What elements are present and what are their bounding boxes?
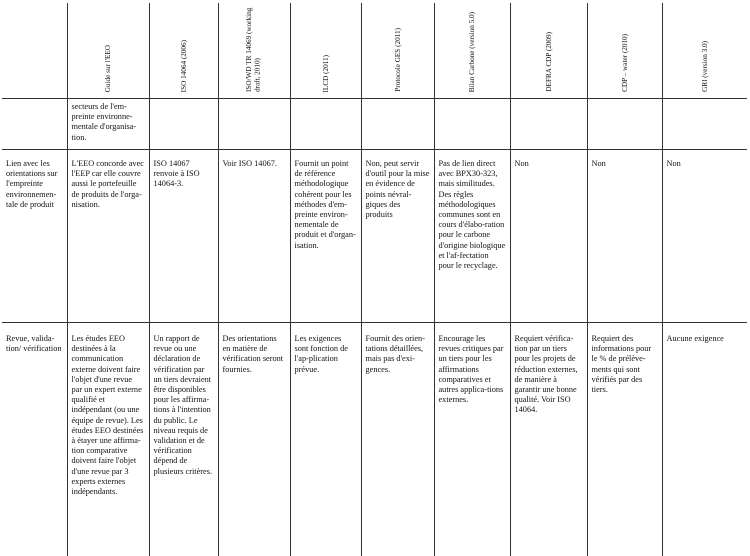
table-cell	[510, 99, 587, 150]
table-cell	[662, 99, 747, 150]
table-cell: Voir ISO 14067.	[218, 150, 290, 323]
table-cell	[587, 99, 662, 150]
row-label	[2, 99, 67, 150]
header-label: Bilan Carbone (version 5.0)	[468, 12, 476, 92]
table-cell: Un rapport de revue ou une déclaration de vérification par un tiers devraient être disponibles pour les affirma-tions à l'intention du public. Le niveau requis de validation et de vérification dépend de plusieurs critères.	[149, 323, 218, 556]
table-cell: Fournit des orien-tations détaillées, mais pas d'exi-gences.	[361, 323, 434, 556]
header-label: ILCD (2011)	[321, 55, 329, 92]
header-cell	[510, 3, 587, 99]
header-label: ISO/WD TR 14069 (working draft, 2010)	[245, 6, 263, 92]
table-cell	[149, 99, 218, 150]
header-label: DEFRA CDP (2009)	[544, 32, 552, 92]
table-cell: Des orientations en matière de vérification seront fournies.	[218, 323, 290, 556]
table-cell: Non	[587, 150, 662, 323]
header-cell	[290, 3, 361, 99]
table-cell: Non, peut servir d'outil pour la mise en évidence de points névral-giques des produits	[361, 150, 434, 323]
table-row	[2, 99, 747, 150]
header-cell	[662, 3, 747, 99]
header-cell	[67, 3, 149, 99]
header-cell	[587, 3, 662, 99]
table-cell: Aucune exigence	[662, 323, 747, 556]
table-cell: Requiert des informations pour le % de prélève-ments qui sont vérifiés par des tiers.	[587, 323, 662, 556]
table-cell: ISO 14067 renvoie à ISO 14064-3.	[149, 150, 218, 323]
table-cell: Non	[510, 150, 587, 323]
header-row	[2, 3, 747, 99]
table-cell: Requiert vérifica-tion par un tiers pour les projets de réduction externes, de manière à garantir une bonne qualité. Voir ISO 14064.	[510, 323, 587, 556]
table-cell	[290, 99, 361, 150]
table-cell	[218, 99, 290, 150]
header-label: Protocole GES (2011)	[393, 28, 401, 92]
header-cell	[2, 3, 67, 99]
table-cell: Pas de lien direct avec BPX30-323, mais similitudes. Des règles méthodologiques communes sont en cours d'élabo-ration pour le carbone d'origine biologique et l'af-fectation pour le recyclage.	[434, 150, 510, 323]
table-cell: Encourage les revues critiques par un tiers pour les affirmations comparatives et autres applica-tions externes.	[434, 323, 510, 556]
table-row	[2, 150, 747, 323]
table-cell: Non	[662, 150, 747, 323]
row-label: Revue, valida-tion/ vérification	[2, 323, 67, 556]
table-cell: L'EEO concorde avec l'EEP car elle couvre aussi le portefeuille de produits de l'orga-nisation.	[67, 150, 149, 323]
table-cell	[361, 99, 434, 150]
row-label: Lien avec les orientations sur l'empreinte environnemen-tale de produit	[2, 150, 67, 323]
header-cell	[434, 3, 510, 99]
table-cell: Les exigences sont fonction de l'ap-plication prévue.	[290, 323, 361, 556]
header-cell	[149, 3, 218, 99]
header-label: GRI (version 3.0)	[701, 41, 709, 92]
header-label: ISO 14064 (2006)	[179, 40, 187, 92]
table-cell: secteurs de l'em-preinte environne-mentale d'organisa-tion.	[67, 99, 149, 150]
table-row	[2, 323, 747, 556]
header-label: CDP – water (2010)	[620, 34, 628, 92]
header-cell	[218, 3, 290, 99]
comparison-table	[2, 3, 747, 556]
table-cell	[434, 99, 510, 150]
table-cell: Les études EEO destinées à la communication externe doivent faire l'objet d'une revue par un expert externe qualifié et indépendant (ou une équipe de revue). Les études EEO destinées à étayer une affirma-tion comparative doivent faire l'objet d'une revue par 3 experts externes indépendants.	[67, 323, 149, 556]
table-cell: Fournit un point de référence méthodologique cohérent pour les méthodes d'em-preinte environ-nementale de produit et d'organ-isation.	[290, 150, 361, 323]
header-cell	[361, 3, 434, 99]
header-label: Guide sur l'EEO	[104, 45, 112, 92]
